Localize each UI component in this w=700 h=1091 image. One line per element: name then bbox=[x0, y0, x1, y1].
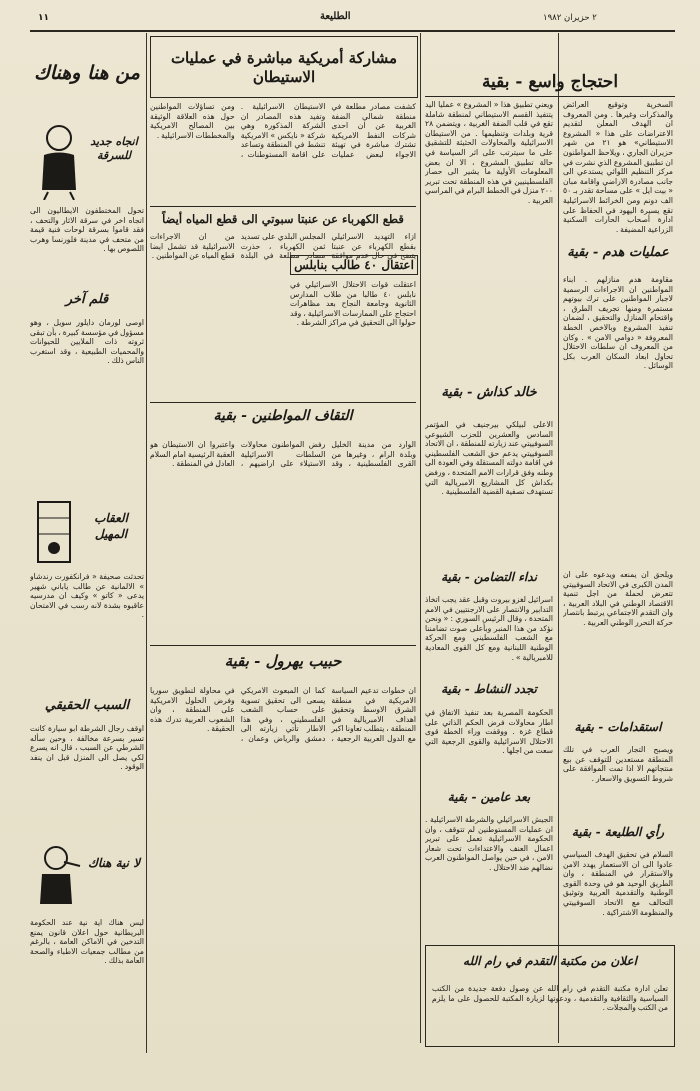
headline-nida: نداء التضامن - بقية bbox=[441, 570, 537, 584]
habib-headline: حبيب يهرول - بقية bbox=[224, 652, 342, 670]
cartoon-thief bbox=[34, 120, 84, 200]
text-baad-amayn: الجيش الاسرائيلي والشرطة الاسرائيلية . ان عمليات المستوطنين لم تتوقف ، وان الحكومة الاسرائيلية تعمل على تبرير اعمال العنف والاعتداءات تحت شعار الامن ، في حين يواصل المواطنون العرب نضالهم ضد الاحتلال . bbox=[425, 815, 553, 872]
item5-text: ليس هناك اية نية عند الحكومة البريطانية حول اعلان قانون يمنع التدخين في الاماكن العامة ، بالرغم من مطالب جمعيات الاطباء والصحة العامة بذلك . bbox=[30, 918, 144, 966]
text-tajaddud: الحكومة المصرية بعد تنفيذ الاتفاق في اطار محاولات فرض الحكم الذاتي على قطاع غزة . ووقفت وراء الخطة قوى الاحتلال الاسرائيلية والقوى الرجعية التي سعت من اجلها . bbox=[425, 708, 553, 756]
ad-box bbox=[425, 945, 675, 1047]
cartoon-punishment bbox=[34, 498, 74, 566]
col-rule-1 bbox=[558, 33, 559, 1043]
main-headline: مشاركة أمريكية مباشرة في عمليات الاستيطان bbox=[170, 49, 398, 86]
itiqal-headline: اعتقال ٤٠ طالب بنابلس bbox=[290, 255, 418, 275]
headline-tajaddud: تجدد النشاط - بقية bbox=[441, 682, 537, 696]
item2-text: اوصى لورمان دايلور سويل ، وهو مسؤول في مؤسسة كبيرة ، بأن تبقى ثروته ذات الملايين للحيوانات والمحميات الطبيعية ، وقد استغرب الناس ذلك . bbox=[30, 318, 144, 366]
headline-istiqdamat: استقدامات - بقية bbox=[574, 720, 662, 734]
headline-ihtijaj: احتجاج واسع - بقية bbox=[481, 72, 619, 92]
item2-title: قلم آخر bbox=[65, 292, 109, 307]
newspaper-name: الطليعة bbox=[320, 11, 351, 22]
thaqafa-text: الوارد من مدينة الخليل وبلدة الرام ، وغيرها من القرى الفلسطينية ، وقد رفض المواطنون محاولات السلطات الاسرائيلية الاستيلاء على اراضيهم ، واعتبروا ان الاستيطان هو العقبة الرئيسية امام السلام العادل في المنطقة . bbox=[150, 440, 416, 469]
ad-text: تعلن ادارة مكتبة التقدم في رام الله عن وصول دفعة جديدة من الكتب السياسية والثقافية والتقدمية ، ودعوتها لزيارة المكتبة للحصول على ما يلزم من الكتب والمجلات . bbox=[432, 984, 668, 1013]
item3-title: العقاب المهيل bbox=[94, 511, 128, 541]
text-nida: اسرائيل لغزو بيروت وقبل عقد يجب اتخاذ التدابير والانتصار على الارجنتيين في الامم المتحدة ، وقال الرئيس السوري : « ونحن نؤكد من هذا المنبر وبأعلى صوت تضامننا مع الشعب الفلسطيني ومع الحركة الوطنية اللبنانية ومع كل القوى المعادية للامبريالية » . bbox=[425, 595, 553, 662]
kahraba-text: ازاء التهديد الاسرائيلي بقطع الكهرباء عن عنبتا يتضح في حال عدم موافقة المجلس البلدي على تسديد ثمن الكهرباء ، حذرت مصادر مطلعة في البلدة من ان الاجراءات الاسرائيلية قد تشمل ايضا قطع المياه عن المواطنين . bbox=[150, 232, 416, 261]
item4-title: السبب الحقيقي bbox=[44, 698, 130, 713]
left-title: من هنا وهناك bbox=[34, 62, 140, 84]
thaqafa-headline: التقاف المواطنين - بقية bbox=[213, 408, 353, 424]
col-right-text-a: السخرية وتوقيع العرائض والمذكرات وغيرها . ومن المعروف ان الهدف المعلن لتقديم الاعتراضات على هذا « المشروع الاستيطاني» هو ٢١ من شهر حزيران الجاري ، ويلاحظ المواطنون ان تطبيق المشروع الذي نشرت في مركز التنظيم اللوائي يستدعي الى جانب مصادرة الاراضي واقامة مبان « بيت ايل » على مساحة تقدر بـ ٥٠ الف دونم ومن الخرائط الاسرائيلية تقع يسيرة اليهود في الحفاظ على ادارة أصحاب الحارات السكنية الزراعية المضيفة . bbox=[563, 100, 673, 234]
text-istiqdamat: ويصبح التجار العرب في تلك المنطقة مستعدين للتوقف عن بيع منتجاتهم الا اذا تمت الموافقة على شروط التسويق والاسعار . bbox=[563, 745, 673, 783]
col-right-text-b: ويعني تطبيق هذا « المشروع » عمليا اليد يتتفيذ القسم الاستيطاني لمنطقة شاملة تقع في قلب الضفة الغربية ، ويتضمن ٢٨ قرية وبلدات وتنظيمها . من الاستيطان الاسرائيلية والمحاولات الحثيثة للتشقيق على ما سيترتب على اثر السياسة في حالة تطبيق المشروع ، الا ان بعض المعلومات الأولية ما يشير الى حصار الفلسطينيين في هذه المنطقة تحت تبرير ٢٠٠ منزل في الخطط البرام في المراسي العربية . bbox=[425, 100, 553, 205]
item4-text: اوقف رجال الشرطة ابو سيارة كانت تسير بسرعة مخالفة ، وحين سأله الشرطي عن السبب ، قال انه يسرع لكي يصل الى المنزل قبل ان ينفد الوقود . bbox=[30, 724, 144, 772]
kahraba-rule bbox=[150, 206, 416, 207]
main-article-text: كشفت مصادر مطلعة في منطقة شمالي الضفة الغربية عن ان احدى شركات النفط الامريكية تشترك مباشرة في تهيئة الاجواء لبعض عمليات الاستيطان الاسرائيلية . وتفيد هذه المصادر ان الشركة المذكورة وهي شركة « نايكس » الامريكية تنشط في المنطقة وتساعد على اقامة المستوطنات ، ومن تساؤلات المواطنين حول هذه العلاقة الوثيقة بين المصالح الامريكية والمخططات الاسرائيلية . bbox=[150, 102, 416, 159]
main-headline-box bbox=[150, 36, 418, 98]
text-amaliyat-hadm: مقاومة هدم منازلهم . ابناء المواطنين ان الاجراءات الرسمية لاجبار المواطنين على ترك بيوتهم مستمرة ومنها تجريف الطرق ، واقتحام المنازل والتحقيق ، لضمان تنفيذ المشروع وبالاخص الخطة المعروفة « دوامي الامن » . وكان من المعروف ان سلطات الاحتلال تحاول ابعاد السكان العرب بكل الوسائل . bbox=[563, 275, 673, 371]
item3-text: تحدثت صحيفة « فرانكفورت رندشاو » الالمانية عن طالب ياباني شهير يدعى « كاتو » وكيف ان مدرسيه عاقبوه بشدة لانه رسب في الامتحان . bbox=[30, 572, 144, 620]
headline-khalid: خالد كذاش - بقية bbox=[441, 385, 537, 400]
headline-underline bbox=[425, 96, 675, 97]
thaqafa-rule bbox=[150, 402, 416, 403]
habib-text: ان خطوات تدعيم السياسة الامريكية في منطقة الشرق الاوسط وتحقيق اهداف الامبريالية في المنطقة ، يتطلب تعاونا اكبر مع الدول العربية الرجعية ، كما ان المبعوث الامريكي يسعى الى تحقيق تسوية على حساب الشعب الفلسطيني ، وفي هذا الاطار تأتي زيارته الى دمشق والرياض وعمان ، في محاولة لتطويق سوريا وفرض الحلول الامريكية على المنطقة ، وان الشعوب العربية تدرك هذه الحقيقة . bbox=[150, 686, 416, 743]
habib-rule bbox=[150, 645, 416, 646]
col-rule-2 bbox=[420, 33, 421, 1043]
issue-date: ٢ حزيران ١٩٨٢ bbox=[543, 13, 597, 23]
text-khalid: الاعلى لبيلكي بيرجنيف في المؤتمر السادس والعشرين للحزب الشيوعي السوفييتي عند زيارته للمنطقة ، ان الاتحاد السوفييتي يدعم حق الشعب الفلسطيني في اقامة دولته المستقلة وفي العودة الى وطنه وفق قرارات الامم المتحدة ، ورفض بكداش كل المشاريع الامبريالية التي تستهدف تصفية القضية الفلسطينية . bbox=[425, 420, 553, 497]
headline-baad-amayn: بعد عامين - بقية bbox=[447, 790, 531, 804]
text-ray-taliaa: السلام في تحقيق الهدف السياسي عادوا الى ان الاستعمار يهدد الامن والاستقرار في المنطقة ، وان الطريق الوحيد هو في وحدة القوى الوطنية والتقدمية العربية وتوثيق التحالف مع الاتحاد السوفييتي والمنظومة الاشتراكية . bbox=[563, 850, 673, 917]
col-mid-text-1: ويلحق ان يمنعه ويدعوه على ان المدن الكبرى في الاتحاد السوفييتي تتعرض لحملة من اجل تنمية الاقتصاد الوطني في البلاد العربية ، وان التقدم الاجتماعي يرتبط بانتصار حركة التحرر الوطني العربية . bbox=[563, 570, 673, 627]
header-rule bbox=[30, 30, 675, 32]
headline-ray-taliaa: رأي الطليعة - بقية bbox=[571, 825, 665, 839]
page-number: ١١ bbox=[38, 13, 49, 23]
item1-title: انجاه جديد للسرقة bbox=[90, 135, 138, 162]
cartoon-smoker bbox=[34, 842, 84, 912]
kahraba-headline: قطع الكهرباء عن عنبتا سبوتي الى قطع المياه أيضاً bbox=[162, 212, 404, 226]
headline-amaliyat-hadm: عمليات هدم - بقية bbox=[567, 245, 669, 260]
itiqal-text: اعتقلت قوات الاحتلال الاسرائيلي في نابلس ٤٠ طالبا من طلاب المدارس الثانوية وجامعة النجاح بعد مظاهرات احتجاج على الممارسات الاسرائيلية ، وقد حولوا الى التحقيق في مراكز الشرطة . bbox=[290, 280, 416, 328]
item1-text: تحول المختطفون الايطاليون الى اتجاه اخر في سرقة الاثار والتحف ، فقد قاموا بسرقة لوحات فنية قيمة من متحف في مدينة فلورنسا وهرب اللصوص بها . bbox=[30, 206, 144, 254]
col-rule-3 bbox=[146, 33, 147, 1053]
item5-title: لا نية هناك bbox=[87, 856, 141, 870]
ad-headline: اعلان من مكتبة التقدم في رام الله bbox=[463, 954, 637, 968]
